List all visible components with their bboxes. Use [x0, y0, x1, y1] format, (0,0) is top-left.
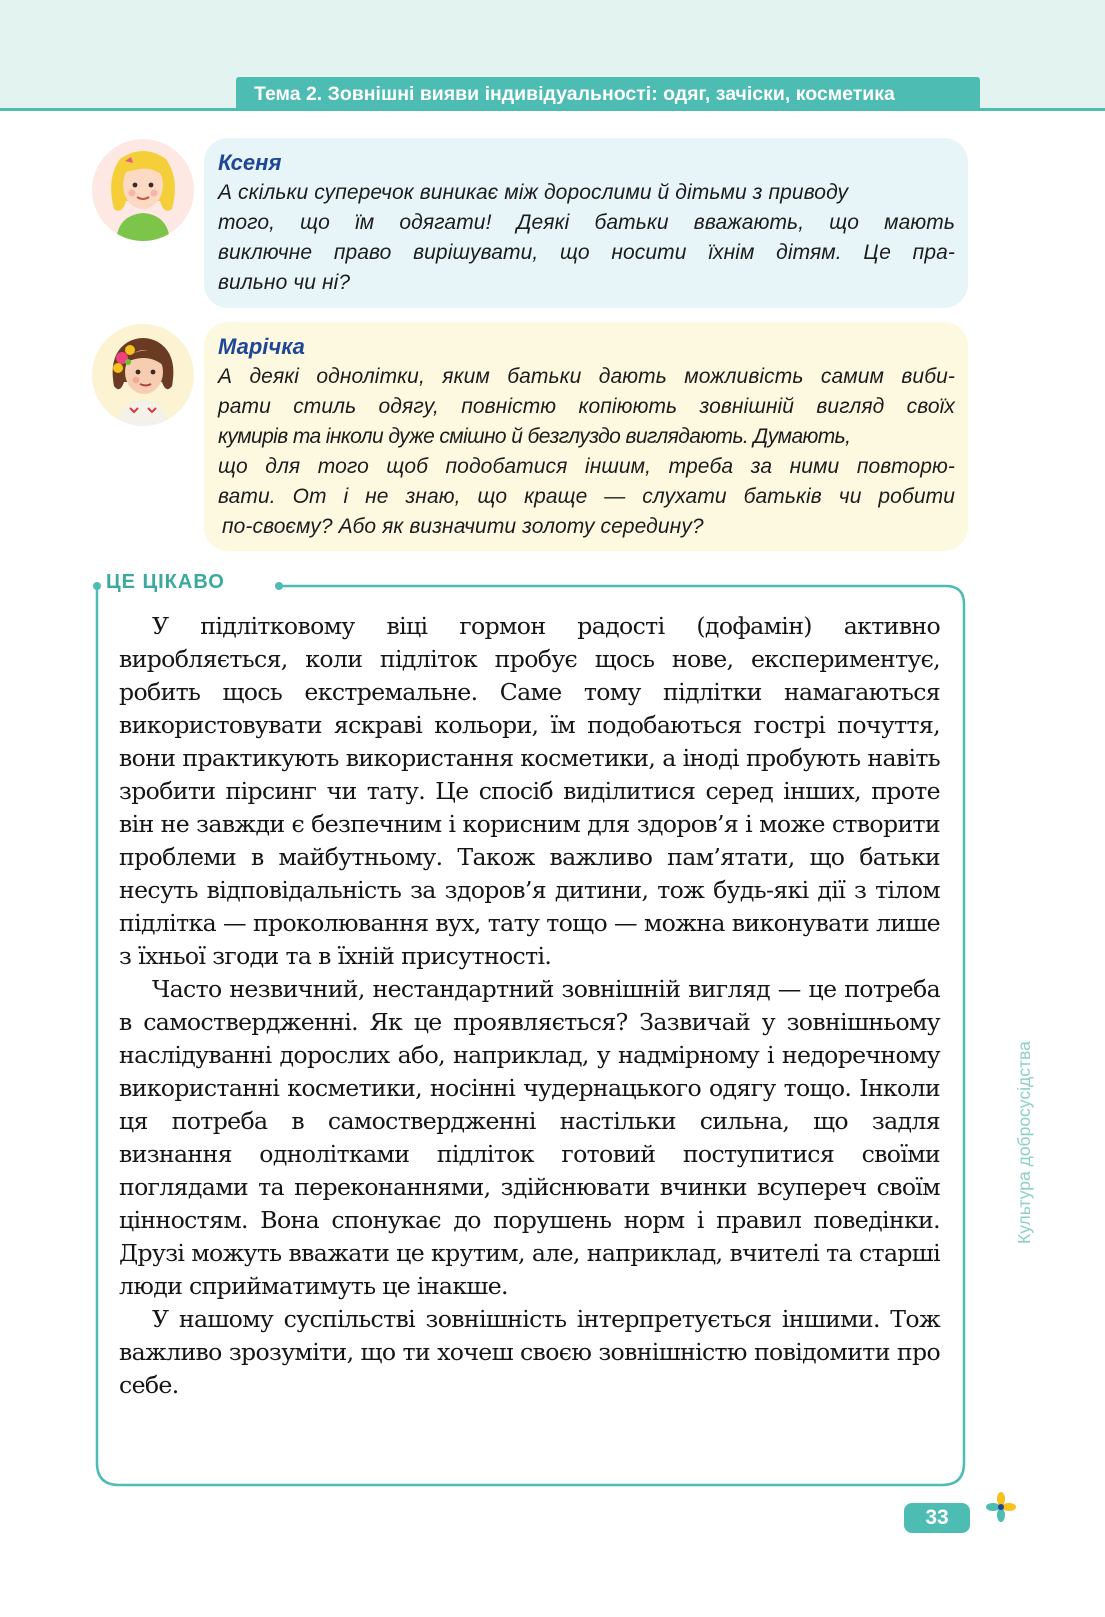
dialogue-line: А скільки суперечок виникає між дорослими й дітьми з приводу — [218, 181, 849, 204]
fact-box-body — [119, 610, 940, 1402]
speaker-name: Ксеня — [218, 150, 282, 175]
speaker-name: Марічка — [218, 334, 305, 359]
page-number: 33 — [904, 1503, 970, 1533]
flower-icon — [986, 1492, 1016, 1522]
dialogue-line: того, що їм одягати! Деякі батьки вважають, що мають — [218, 211, 955, 234]
dialogue-line: рати стиль одягу, повністю копіюють зовнішній вигляд своїх — [218, 395, 955, 418]
fact-paragraph: У нашому суспільстві зовнішність інтерпретується іншими. Тож важливо зрозуміти, що ти хочеш своєю зовнішністю повідомити про себе. — [119, 1305, 940, 1399]
dialogue-line: по-своєму? Або як визначити золоту середину? — [222, 515, 704, 538]
fact-box-title: ЦЕ ЦІКАВО — [106, 571, 225, 593]
topic-title: Тема 2. Зовнішні вияви індивідуальності: одяг, зачіски, косметика — [236, 77, 980, 111]
dialogue-line: А деякі однолітки, яким батьки дають можливість самим виби- — [218, 365, 955, 388]
dialogue-line: вильно чи ні? — [218, 271, 351, 294]
dialogue-line: виключне право вирішувати, що носити їхнім дітям. Це пра- — [218, 241, 955, 264]
fact-paragraph: Часто незвичний, нестандартний зовнішній вигляд — це потреба в самоствердженні. Як це проявляється? Зазвичай у зовнішньому наслідуванні дорослих або, наприклад, у надмірному і недоречному використанні косметики, носінні чудернацького одягу тощо. Інколи ця потреба в самоствердженні настільки сильна, що задля визнання однолітками підліток готовий поступитися своїми поглядами та переконаннями, здійснювати вчинки всупереч своїм цінностям. Вона спонукає до порушень норм і правил поведінки. Друзі можуть вважати це крутим, але, наприклад, вчителі та старші люди сприйматимуть це інакше. — [119, 975, 940, 1300]
side-label-text: Культура добросусідства — [1014, 1041, 1034, 1244]
dialogue-line: що для того щоб подобатися іншим, треба за ними повторю- — [218, 455, 955, 478]
dialogue-line: вати. От і не знаю, що краще — слухати батьків чи робити — [218, 485, 955, 508]
fact-paragraph: У підлітковому віці гормон радості (дофамін) активно виробляється, коли підліток пробує щось нове, експериментує, робить щось екстремальне. Саме тому підлітки намагаються використовувати яскраві кольори, їм подобаються гострі почуття, вони практикують використання косметики, а іноді пробують навіть зробити пірсинг чи тату. Це спосіб виділитися серед інших, проте він не завжди є безпечним і корисним для здоров’я і може створити проблеми в майбутньому. Також важливо пам’ятати, що батьки несуть відповідальність за здоров’я дитини, тож будь-які дії з тілом підлітка — проколювання вух, тату тощо — можна виконувати лише з їхньої згоди та в їхній присутності. — [119, 612, 940, 970]
dialogue-line: кумирів та інколи дуже смішно й безглуздо виглядають. Думають, — [218, 425, 851, 448]
